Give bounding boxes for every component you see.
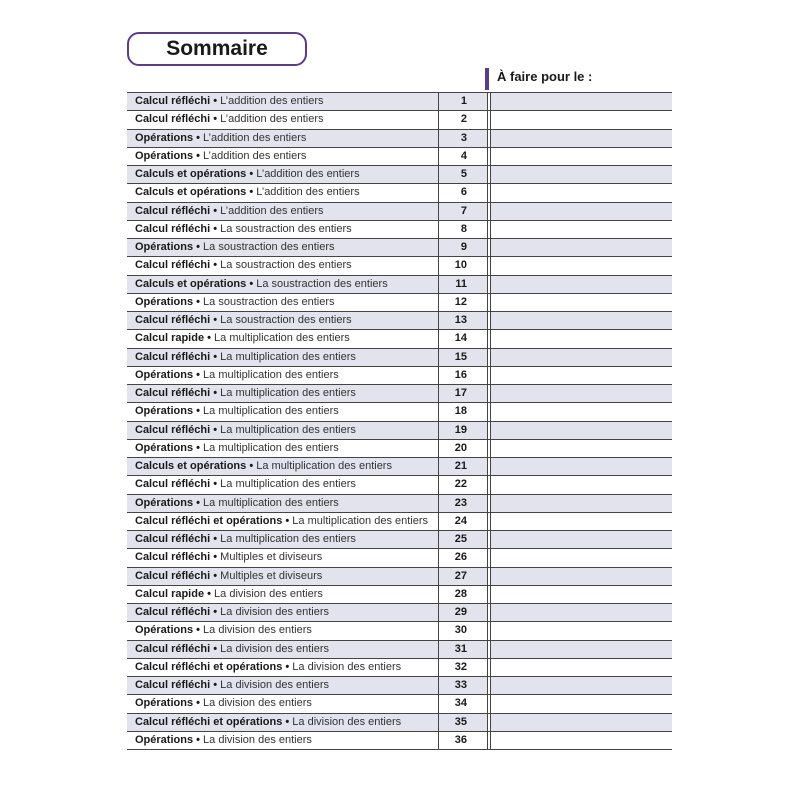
todo-cell[interactable] xyxy=(490,276,672,293)
todo-cell[interactable] xyxy=(490,184,672,201)
entry-topic: La multiplication des entiers xyxy=(214,332,350,345)
toc-row xyxy=(127,184,672,202)
entry-category: Calculs et opérations xyxy=(135,168,247,180)
bullet-separator: • xyxy=(210,259,221,272)
entry-number: 29 xyxy=(438,604,488,621)
toc-row xyxy=(127,93,672,111)
bullet-separator: • xyxy=(204,332,215,345)
todo-cell[interactable] xyxy=(490,349,672,366)
entry-topic: La division des entiers xyxy=(220,642,330,655)
entry-topic: La division des entiers xyxy=(214,587,323,600)
entry-topic: La multiplication des entiers xyxy=(220,387,356,399)
bullet-separator: • xyxy=(282,660,293,673)
bullet-separator: • xyxy=(193,624,204,637)
entry-title xyxy=(127,568,438,585)
toc-row xyxy=(127,641,672,659)
entry-topic: L’addition des entiers xyxy=(256,168,360,180)
entry-topic: La soustraction des entiers xyxy=(220,222,352,235)
entry-title xyxy=(127,203,438,220)
entry-category: Calcul réfléchi xyxy=(135,350,211,363)
entry-category: Opérations xyxy=(135,405,194,418)
entry-title xyxy=(127,586,438,603)
entry-category: Opérations xyxy=(135,733,194,746)
entry-topic: La multiplication des entiers xyxy=(203,496,339,509)
entry-title xyxy=(127,641,438,658)
entry-category: Calcul réfléchi xyxy=(135,679,211,691)
entry-topic: La division des entiers xyxy=(203,697,312,710)
entry-number: 12 xyxy=(438,294,488,311)
bullet-separator: • xyxy=(210,679,221,691)
todo-cell[interactable] xyxy=(490,312,672,329)
todo-cell[interactable] xyxy=(490,531,672,548)
entry-topic: La soustraction des entiers xyxy=(220,314,352,326)
entry-category: Calcul réfléchi xyxy=(135,606,211,618)
entry-category: Opérations xyxy=(135,295,194,308)
toc-row xyxy=(127,367,672,385)
todo-cell[interactable] xyxy=(490,458,672,475)
entry-number: 10 xyxy=(438,257,488,274)
toc-row xyxy=(127,148,672,166)
bullet-separator: • xyxy=(193,697,204,710)
entry-category: Opérations xyxy=(135,131,194,144)
entry-title xyxy=(127,622,438,639)
entry-number: 5 xyxy=(438,166,488,183)
todo-cell[interactable] xyxy=(490,714,672,731)
todo-cell[interactable] xyxy=(490,130,672,147)
entry-category: Calcul réfléchi xyxy=(135,259,211,272)
entry-number: 4 xyxy=(438,148,488,165)
todo-cell[interactable] xyxy=(490,239,672,256)
entry-title xyxy=(127,385,438,402)
entry-number: 15 xyxy=(438,349,488,366)
bullet-separator: • xyxy=(210,642,221,655)
entry-title xyxy=(127,294,438,311)
toc-row xyxy=(127,714,672,732)
entry-category: Calculs et opérations xyxy=(135,460,247,472)
todo-cell[interactable] xyxy=(490,166,672,183)
entry-topic: La multiplication des entiers xyxy=(203,441,339,454)
toc-row xyxy=(127,659,672,677)
entry-category: Calculs et opérations xyxy=(135,186,247,199)
entry-topic: La division des entiers xyxy=(292,660,402,673)
entry-category: Calcul réfléchi xyxy=(135,314,211,326)
entry-topic: L’addition des entiers xyxy=(203,131,307,144)
entry-number: 7 xyxy=(438,203,488,220)
entry-topic: La multiplication des entiers xyxy=(203,405,339,418)
todo-cell[interactable] xyxy=(490,294,672,311)
todo-cell[interactable] xyxy=(490,422,672,439)
entry-topic: L’addition des entiers xyxy=(220,113,324,126)
entry-category: Opérations xyxy=(135,697,194,710)
entry-number: 17 xyxy=(438,385,488,402)
entry-number: 35 xyxy=(438,714,488,731)
entry-topic: La soustraction des entiers xyxy=(256,277,388,290)
entry-title xyxy=(127,148,438,165)
toc-row xyxy=(127,677,672,695)
bullet-separator: • xyxy=(193,241,204,253)
entry-title xyxy=(127,476,438,493)
entry-category: Opérations xyxy=(135,368,194,381)
todo-cell[interactable] xyxy=(490,385,672,402)
entry-title xyxy=(127,184,438,201)
entry-number: 20 xyxy=(438,440,488,457)
bullet-separator: • xyxy=(210,533,221,545)
toc-row xyxy=(127,312,672,330)
entry-title xyxy=(127,403,438,420)
toc-row xyxy=(127,531,672,549)
entry-title xyxy=(127,531,438,548)
toc-row xyxy=(127,458,672,476)
bullet-separator: • xyxy=(193,733,204,746)
entry-number: 22 xyxy=(438,476,488,493)
entry-topic: La division des entiers xyxy=(203,733,312,746)
todo-cell[interactable] xyxy=(490,367,672,384)
entry-title xyxy=(127,166,438,183)
entry-number: 21 xyxy=(438,458,488,475)
entry-category: Calcul réfléchi xyxy=(135,387,211,399)
entry-topic: La soustraction des entiers xyxy=(220,259,352,272)
entry-number: 28 xyxy=(438,586,488,603)
toc-row xyxy=(127,166,672,184)
todo-column-header: À faire pour le : xyxy=(485,68,592,90)
entry-category: Opérations xyxy=(135,441,194,454)
bullet-separator: • xyxy=(210,314,221,326)
toc-row xyxy=(127,349,672,367)
entry-title xyxy=(127,221,438,238)
entry-number: 27 xyxy=(438,568,488,585)
toc-row xyxy=(127,495,672,513)
entry-topic: L’addition des entiers xyxy=(220,204,324,217)
entry-topic: La multiplication des entiers xyxy=(256,460,392,472)
bullet-separator: • xyxy=(282,514,293,527)
entry-category: Calcul rapide xyxy=(135,587,205,600)
todo-cell[interactable] xyxy=(490,549,672,566)
todo-cell[interactable] xyxy=(490,695,672,712)
entry-category: Calcul réfléchi xyxy=(135,95,211,107)
entry-title xyxy=(127,239,438,256)
entry-title xyxy=(127,93,438,110)
toc-row xyxy=(127,586,672,604)
bullet-separator: • xyxy=(210,551,221,564)
entry-number: 33 xyxy=(438,677,488,694)
entry-number: 16 xyxy=(438,367,488,384)
entry-category: Opérations xyxy=(135,496,194,509)
toc-row xyxy=(127,239,672,257)
todo-cell[interactable] xyxy=(490,330,672,347)
entry-title xyxy=(127,677,438,694)
bullet-separator: • xyxy=(193,295,204,308)
entry-title xyxy=(127,276,438,293)
toc-row xyxy=(127,568,672,586)
entry-number: 19 xyxy=(438,422,488,439)
entry-topic: La division des entiers xyxy=(203,624,312,637)
entry-category: Calcul réfléchi xyxy=(135,569,211,582)
entry-title xyxy=(127,367,438,384)
todo-cell[interactable] xyxy=(490,93,672,110)
todo-cell[interactable] xyxy=(490,148,672,165)
entry-topic: L’addition des entiers xyxy=(256,186,360,199)
entry-number: 14 xyxy=(438,330,488,347)
entry-topic: La division des entiers xyxy=(220,679,330,691)
entry-topic: La multiplication des entiers xyxy=(292,514,429,527)
todo-cell[interactable] xyxy=(490,476,672,493)
entry-topic: La division des entiers xyxy=(220,606,330,618)
entry-category: Calcul réfléchi xyxy=(135,204,211,217)
entry-category: Opérations xyxy=(135,624,194,637)
todo-cell[interactable] xyxy=(490,586,672,603)
entry-number: 25 xyxy=(438,531,488,548)
bullet-separator: • xyxy=(204,587,215,600)
toc-row xyxy=(127,440,672,458)
entry-title xyxy=(127,330,438,347)
bullet-separator: • xyxy=(210,350,221,363)
toc-row xyxy=(127,257,672,275)
entry-number: 32 xyxy=(438,659,488,676)
toc-row xyxy=(127,385,672,403)
toc-row xyxy=(127,476,672,494)
entry-category: Calcul réfléchi xyxy=(135,551,211,564)
entry-number: 26 xyxy=(438,549,488,566)
entry-category: Opérations xyxy=(135,241,194,253)
todo-cell[interactable] xyxy=(490,495,672,512)
todo-cell[interactable] xyxy=(490,677,672,694)
todo-cell[interactable] xyxy=(490,513,672,530)
bullet-separator: • xyxy=(193,405,204,418)
entry-title xyxy=(127,312,438,329)
entry-topic: L’addition des entiers xyxy=(203,149,307,162)
toc-row xyxy=(127,294,672,312)
bullet-separator: • xyxy=(282,715,293,728)
todo-cell[interactable] xyxy=(490,659,672,676)
bullet-separator: • xyxy=(193,131,204,144)
entry-title xyxy=(127,458,438,475)
entry-title xyxy=(127,257,438,274)
table-of-contents xyxy=(127,93,672,750)
toc-row xyxy=(127,622,672,640)
entry-title xyxy=(127,513,438,530)
bullet-separator: • xyxy=(210,569,221,582)
toc-row xyxy=(127,221,672,239)
toc-row xyxy=(127,330,672,348)
toc-row xyxy=(127,276,672,294)
bullet-separator: • xyxy=(210,222,221,235)
entry-topic: La multiplication des entiers xyxy=(220,478,356,491)
entry-number: 30 xyxy=(438,622,488,639)
entry-category: Opérations xyxy=(135,149,194,162)
bullet-separator: • xyxy=(210,423,221,436)
entry-topic: La multiplication des entiers xyxy=(220,350,356,363)
bullet-separator: • xyxy=(210,113,221,126)
todo-cell[interactable] xyxy=(490,568,672,585)
entry-number: 6 xyxy=(438,184,488,201)
todo-cell[interactable] xyxy=(490,440,672,457)
todo-cell[interactable] xyxy=(490,732,672,749)
entry-category: Calcul réfléchi xyxy=(135,642,211,655)
entry-topic: La soustraction des entiers xyxy=(203,295,335,308)
entry-category: Calcul rapide xyxy=(135,332,205,345)
entry-topic: La multiplication des entiers xyxy=(220,533,356,545)
toc-row xyxy=(127,111,672,129)
entry-category: Calcul réfléchi et opérations xyxy=(135,514,283,527)
entry-title xyxy=(127,349,438,366)
todo-cell[interactable] xyxy=(490,604,672,621)
entry-category: Calcul réfléchi et opérations xyxy=(135,715,283,728)
toc-row xyxy=(127,403,672,421)
bullet-separator: • xyxy=(246,460,257,472)
entry-title xyxy=(127,604,438,621)
entry-title xyxy=(127,549,438,566)
entry-title xyxy=(127,714,438,731)
entry-category: Calcul réfléchi xyxy=(135,423,211,436)
entry-category: Calcul réfléchi et opérations xyxy=(135,660,283,673)
toc-row xyxy=(127,203,672,221)
entry-topic: Multiples et diviseurs xyxy=(220,551,323,564)
bullet-separator: • xyxy=(210,387,221,399)
entry-topic: La division des entiers xyxy=(292,715,402,728)
todo-cell[interactable] xyxy=(490,111,672,128)
entry-category: Calculs et opérations xyxy=(135,277,247,290)
toc-row xyxy=(127,513,672,531)
todo-cell[interactable] xyxy=(490,403,672,420)
todo-cell[interactable] xyxy=(490,203,672,220)
entry-number: 2 xyxy=(438,111,488,128)
entry-topic: L’addition des entiers xyxy=(220,95,324,107)
bullet-separator: • xyxy=(193,149,204,162)
todo-cell[interactable] xyxy=(490,641,672,658)
entry-title xyxy=(127,495,438,512)
entry-number: 9 xyxy=(438,239,488,256)
todo-cell[interactable] xyxy=(490,257,672,274)
bullet-separator: • xyxy=(246,186,257,199)
entry-category: Calcul réfléchi xyxy=(135,222,211,235)
entry-number: 11 xyxy=(438,276,488,293)
bullet-separator: • xyxy=(210,204,221,217)
entry-topic: La multiplication des entiers xyxy=(220,423,356,436)
entry-category: Calcul réfléchi xyxy=(135,533,211,545)
entry-title xyxy=(127,422,438,439)
entry-title xyxy=(127,659,438,676)
entry-number: 24 xyxy=(438,513,488,530)
entry-number: 13 xyxy=(438,312,488,329)
bullet-separator: • xyxy=(193,441,204,454)
bullet-separator: • xyxy=(210,606,221,618)
entry-title xyxy=(127,111,438,128)
entry-topic: Multiples et diviseurs xyxy=(220,569,323,582)
entry-category: Calcul réfléchi xyxy=(135,113,211,126)
entry-title xyxy=(127,130,438,147)
entry-number: 8 xyxy=(438,221,488,238)
bullet-separator: • xyxy=(210,478,221,491)
toc-row xyxy=(127,695,672,713)
entry-title xyxy=(127,732,438,749)
bullet-separator: • xyxy=(246,168,257,180)
entry-title xyxy=(127,695,438,712)
entry-category: Calcul réfléchi xyxy=(135,478,211,491)
entry-number: 18 xyxy=(438,403,488,420)
entry-number: 3 xyxy=(438,130,488,147)
bullet-separator: • xyxy=(210,95,221,107)
toc-row xyxy=(127,422,672,440)
entry-title xyxy=(127,440,438,457)
entry-number: 23 xyxy=(438,495,488,512)
toc-row xyxy=(127,549,672,567)
entry-number: 31 xyxy=(438,641,488,658)
entry-topic: La soustraction des entiers xyxy=(203,241,335,253)
entry-number: 34 xyxy=(438,695,488,712)
toc-row xyxy=(127,732,672,750)
bullet-separator: • xyxy=(246,277,257,290)
todo-cell[interactable] xyxy=(490,622,672,639)
bullet-separator: • xyxy=(193,368,204,381)
toc-row xyxy=(127,604,672,622)
todo-cell[interactable] xyxy=(490,221,672,238)
bullet-separator: • xyxy=(193,496,204,509)
entry-topic: La multiplication des entiers xyxy=(203,368,339,381)
entry-number: 1 xyxy=(438,93,488,110)
entry-number: 36 xyxy=(438,732,488,749)
page-title: Sommaire xyxy=(127,32,307,66)
toc-row xyxy=(127,130,672,148)
